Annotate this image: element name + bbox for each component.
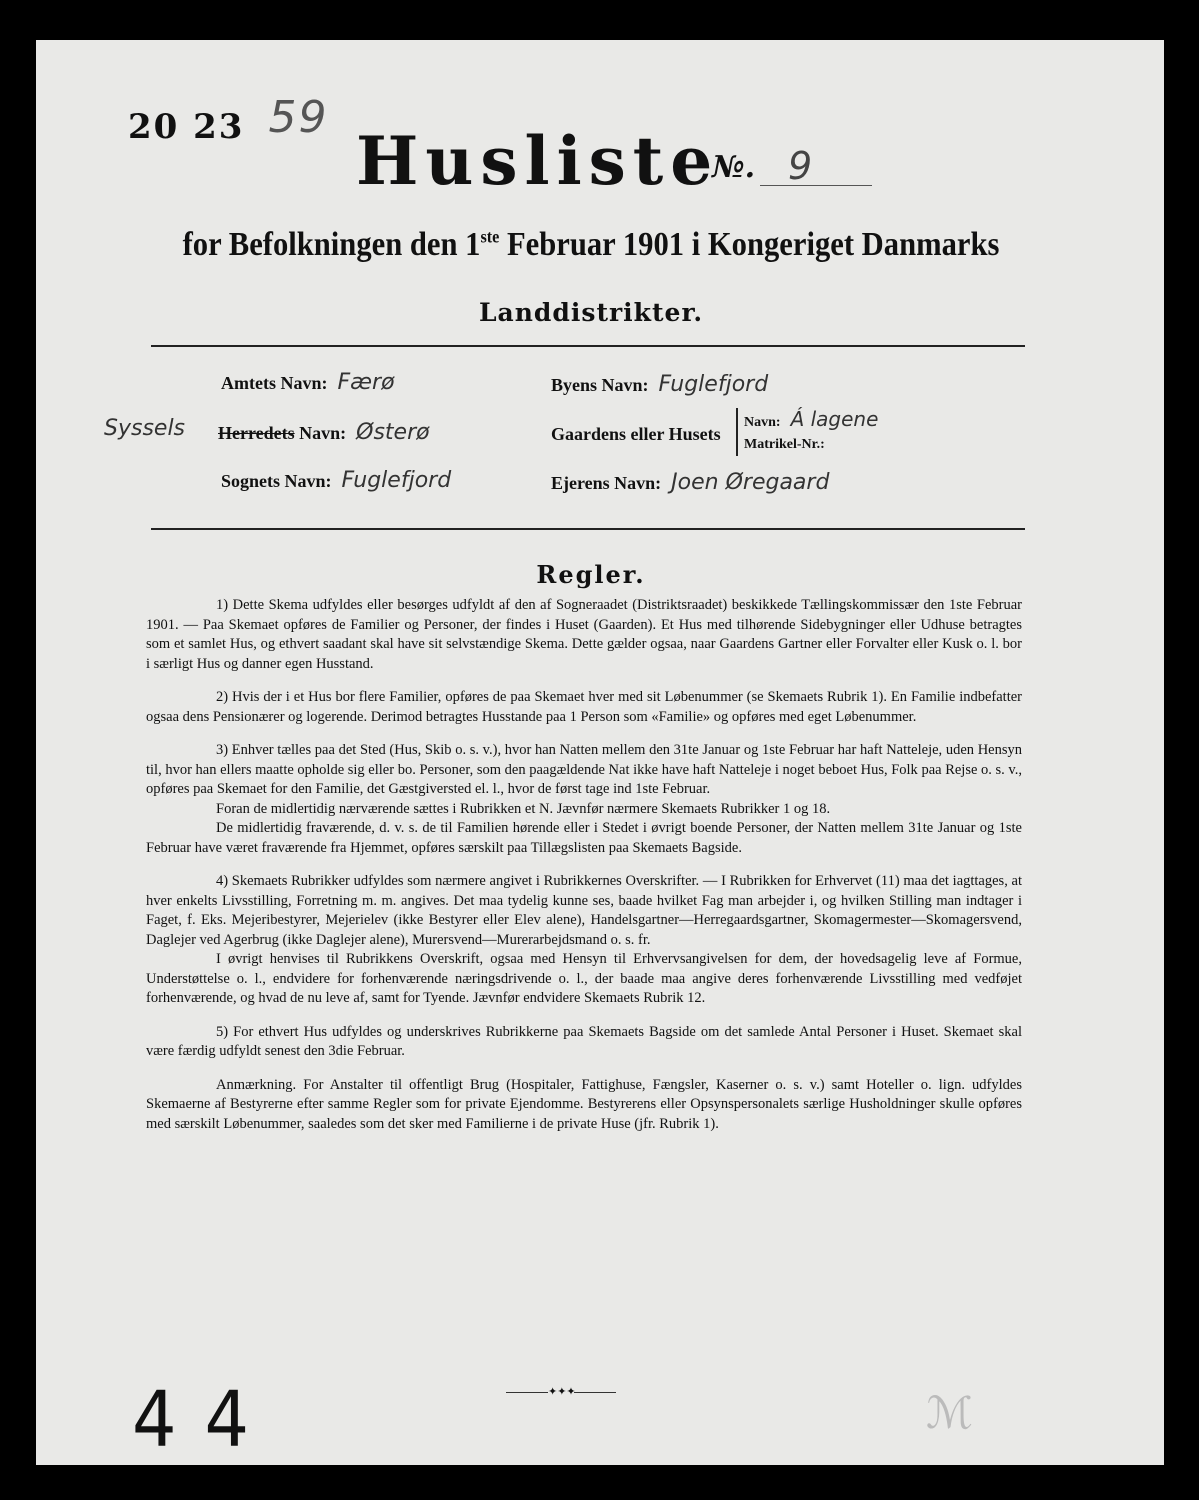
subtitle-pre: for Befolkningen den 1 — [182, 226, 481, 263]
subtitle-post: Februar 1901 i Kongeriget Danmarks — [499, 226, 1000, 263]
page-number — [128, 92, 328, 147]
by-value: Fuglefjord — [658, 372, 769, 397]
page-number-printed: 20 23 — [128, 107, 245, 147]
subtitle-sup: ste — [480, 226, 500, 247]
ornament-icon: ✦✦✦ — [548, 1385, 576, 1398]
rule-paragraph: 5) For ethvert Hus udfyldes og underskrives Rubrikkerne paa Skemaets Bagside om det samlede Antal Personer i Huset. Skemaet skal være færdig udfyldt senest den 3die Februar. — [146, 1023, 1022, 1059]
document-page — [36, 40, 1164, 1465]
bottom-handwritten-number: 44 — [132, 1373, 278, 1465]
gaard-bracket — [736, 408, 878, 456]
page-number-handwritten: 59 — [268, 92, 329, 143]
rule-paragraph: 1) Dette Skema udfyldes eller besørges udfyldt af den af Sogneraadet (Distriktsraadet) beskikkede Tællingskommissær den 1ste Februar 1901. — Paa Skemaet opføres de Familier og Personer, der findes i Huset (Gaarden). Et Hus med tilhørende Sidebygninger eller Udhuse betragtes som et samlet Hus, og ethvert saadant skal have sit selvstændige Skema. Dette gælder ogsaa, naar Gaardens Gartner eller Forvalter eller Kusk o. l. bor i særligt Hus og danner egen Husstand. — [146, 597, 1022, 672]
rule-paragraph: 3) Enhver tælles paa det Sted (Hus, Skib o. s. v.), hvor han Natten mellem den 31te Januar og 1ste Februar har haft Natteleje, uden Hensyn til, hvor han ellers maatte opholde sig eller bo. Personer, som den paagældende Nat ikke have haft Natteleje i noget beboet Hus, Folk paa Rejse o. s. v., opføres paa Skemaet for den Familie, det Gæstgiversted el. l., hvor de først tage ind 1ste Februar. — [146, 742, 1022, 797]
navn-row — [744, 408, 878, 434]
herred-value: Østerø — [356, 420, 430, 445]
sogn-value: Fuglefjord — [341, 468, 452, 493]
rule-paragraph: Foran de midlertidig nærværende sættes i Rubrikken et N. Jævnfør nærmere Skemaets Rubrikker 1 og 18. — [216, 800, 831, 817]
number-label: №. — [712, 150, 756, 185]
number-underline — [760, 185, 872, 186]
divider-bottom — [151, 528, 1025, 530]
number-value: 9 — [788, 144, 813, 188]
gaard-label: Gaardens eller Husets — [551, 424, 721, 444]
rule-paragraph: 2) Hvis der i et Hus bor flere Familier, opføres de paa Skemaet hver med sit Løbenummer (se Skemaets Rubrik 1). En Familie indbefatter ogsaa dens Pensionærer og logerende. Derimod betragtes Husstande paa 1 Person som «Familie» og opføres med eget Løbenummer. — [146, 689, 1022, 725]
ejer-value: Joen Øregaard — [671, 470, 830, 495]
amt-label: Amtets Navn: — [221, 373, 328, 393]
rule-paragraph: 4) Skemaets Rubrikker udfyldes som nærmere angivet i Rubrikkernes Overskrifter. — I Rubrikken for Erhvervet (11) maa det iagttages, at hver enkelts Livsstilling, Forretning m. m. angives. Det maa tydelig kunne ses, baade hvilket Fag man arbejder i, og hvilken Stilling man indtager i Faget, f. Eks. Mejeribestyrer, Mejerielev (ikke Bestyrer eller Elev alene), Handelsgartner—Herregaardsgartner, Skomagermester—Skomagersvend, Daglejer ved Agerbrug (ikke Daglejer alene), Murersvend—Murerarbejdsmand o. s. fr. — [146, 873, 1022, 948]
district-heading: Landdistrikter. — [478, 298, 704, 327]
herred-field — [218, 420, 430, 445]
document-subtitle — [92, 226, 1091, 264]
matrikel-row — [744, 434, 878, 456]
ejer-label: Ejerens Navn: — [551, 473, 662, 493]
rules-title: Regler. — [536, 560, 646, 589]
divider-top — [151, 345, 1025, 347]
navn-value: Á lagene — [790, 407, 879, 431]
document-title: Husliste — [356, 122, 720, 200]
amt-value: Færø — [337, 370, 395, 395]
rules-body — [146, 596, 1022, 1134]
rule-paragraph: I øvrigt henvises til Rubrikkens Overskrift, ogsaa med Hensyn til Erhvervsangivelsen for dem, der hovedsagelig leve af Formue, Understøttelse o. l., endvidere for forhenværende næringsdrivende o. l., der baade maa angive deres forhenværende Livsstilling med vedføjet forhenværende, og hvad de nu leve af, samt for Tyende. Jævnfør endvidere Skemaets Rubrik 12. — [146, 951, 1022, 1006]
by-field — [551, 372, 768, 397]
herred-label-struck: Herredets — [218, 423, 295, 443]
navn-label: Navn: — [744, 415, 781, 430]
sogn-field — [221, 468, 451, 493]
rule-paragraph: Anmærkning. For Anstalter til offentligt Brug (Hospitaler, Fattighuse, Fængsler, Kaserner o. s. v.) samt Hoteller o. lign. udfyldes Skemaerne af Bestyrerne efter samme Regler som for private Ejendomme. Bestyrerens eller Opsynspersonalets særlige Husholdninger skulle opføres med særskilt Løbenummer, saaledes som det sker med Familierne i de private Huse (jfr. Rubrik 1). — [146, 1076, 1022, 1132]
amt-field — [221, 370, 395, 395]
herred-margin-note — [104, 416, 185, 441]
ornament-divider — [506, 1385, 616, 1399]
herred-label: Navn: — [299, 423, 347, 443]
matrikel-label: Matrikel-Nr.: — [744, 437, 825, 452]
faint-stamp-mark: ℳ — [926, 1388, 974, 1439]
by-label: Byens Navn: — [551, 375, 649, 395]
sogn-label: Sognets Navn: — [221, 471, 332, 491]
ejer-field — [551, 470, 829, 495]
rule-paragraph: De midlertidig fraværende, d. v. s. de til Familien hørende eller i Stedet i øvrigt boende Personer, der Natten mellem 31te Januar og 1ste Februar have været fraværende fra Hjemmet, opføres særskilt paa Tillægslisten paa Skemaets Bagside. — [146, 820, 1022, 856]
herred-margin-value: Syssels — [104, 416, 186, 441]
